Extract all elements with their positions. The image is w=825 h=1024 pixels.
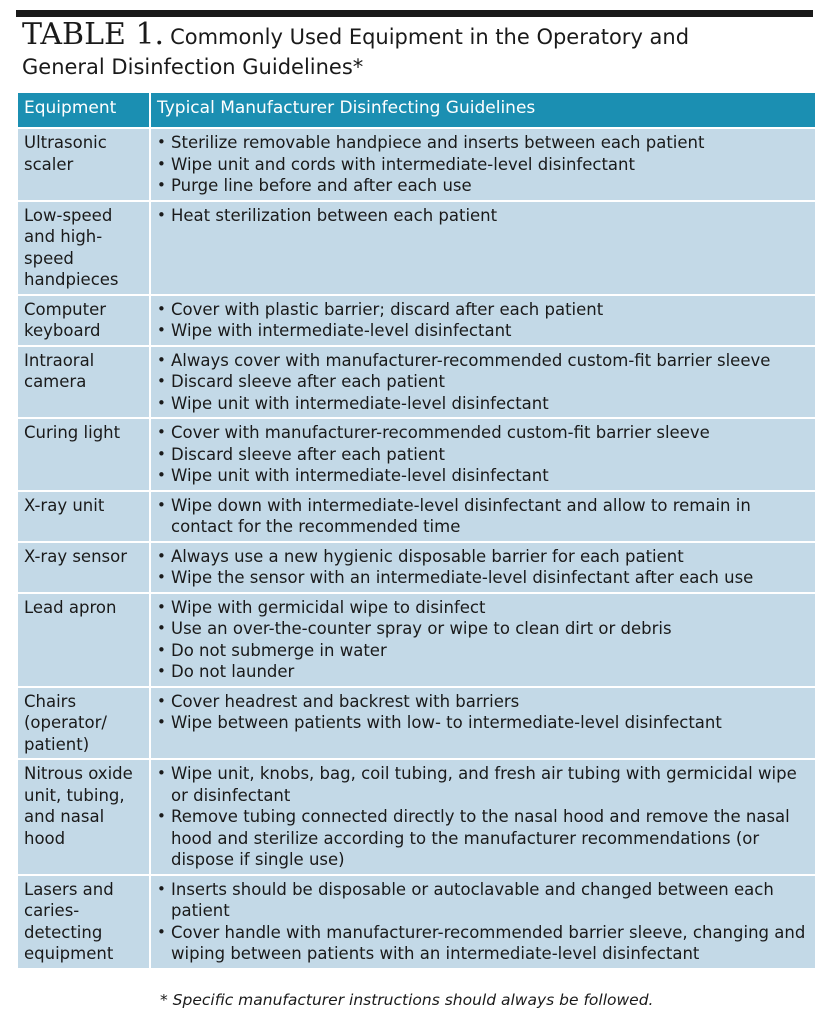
guidelines-cell xyxy=(150,418,816,491)
equipment-name-line: Curing light xyxy=(24,423,121,442)
guideline-text: Do not launder xyxy=(171,662,295,681)
guideline-text: Wipe unit with intermediate-level disinfectant xyxy=(171,466,549,485)
equipment-name-line: detecting xyxy=(24,922,103,942)
guideline-text: Discard sleeve after each patient xyxy=(171,444,445,464)
guideline-text: Wipe with germicidal wipe to disinfect xyxy=(171,597,486,617)
guidelines-cell xyxy=(150,346,816,419)
bullet-icon: • xyxy=(157,466,166,484)
table-row xyxy=(17,201,816,295)
guideline-item xyxy=(157,712,809,734)
guideline-item xyxy=(157,205,809,227)
bullet-icon: • xyxy=(157,133,166,151)
guideline-item xyxy=(157,465,809,487)
bullet-icon: • xyxy=(157,807,166,825)
guideline-item xyxy=(157,618,809,640)
guideline-item xyxy=(157,495,809,538)
bullet-icon: • xyxy=(157,423,166,441)
equipment-cell xyxy=(17,875,150,969)
table-title xyxy=(22,17,812,80)
bullet-icon: • xyxy=(157,154,166,173)
guideline-text: Do not submerge in water xyxy=(171,640,387,660)
title-line-2: General Disinfection Guidelines* xyxy=(22,55,364,79)
guidelines-cell xyxy=(150,295,816,346)
equipment-cell xyxy=(17,128,150,201)
table-row xyxy=(17,593,816,687)
guidelines-cell xyxy=(150,542,816,593)
equipment-name-line: Computer xyxy=(24,299,107,319)
equipment-name-line: scaler xyxy=(24,154,74,174)
equipment-name-line: unit, tubing, xyxy=(24,785,125,805)
guideline-item xyxy=(157,597,809,619)
guideline-text: Cover headrest and backrest with barriers xyxy=(171,691,520,711)
table-row xyxy=(17,687,816,760)
bullet-icon: • xyxy=(157,299,166,318)
table-row xyxy=(17,491,816,542)
equipment-cell xyxy=(17,687,150,760)
guideline-text: Always cover with manufacturer-recommended custom-fit barrier sleeve xyxy=(171,350,771,370)
equipment-name-line: and nasal xyxy=(24,807,105,826)
equipment-name-line: and high- xyxy=(24,227,103,246)
equipment-cell xyxy=(17,346,150,419)
bullet-icon: • xyxy=(157,597,166,616)
guideline-text: Discard sleeve after each patient xyxy=(171,372,445,391)
guideline-item xyxy=(157,444,809,466)
bullet-icon: • xyxy=(157,350,166,369)
guideline-item xyxy=(157,154,809,176)
bullet-icon: • xyxy=(157,568,166,586)
guideline-text: Inserts should be disposable or autoclavable and changed between each patient xyxy=(171,879,774,920)
guideline-item xyxy=(157,371,809,393)
table-body xyxy=(17,128,816,969)
guideline-text: Wipe unit, knobs, bag, coil tubing, and fresh air tubing with germicidal wipe or disinfectant xyxy=(171,764,797,805)
equipment-cell xyxy=(17,418,150,491)
equipment-cell xyxy=(17,759,150,875)
equipment-name-line: hood xyxy=(24,828,66,848)
guideline-text: Cover handle with manufacturer-recommended barrier sleeve, changing and wiping between patients with an intermediate-level disinfectant xyxy=(171,922,806,963)
guideline-item xyxy=(157,691,809,713)
equipment-name-line: patient) xyxy=(24,734,90,754)
equipment-cell xyxy=(17,201,150,295)
bullet-icon: • xyxy=(157,321,166,339)
equipment-cell xyxy=(17,295,150,346)
bullet-icon: • xyxy=(157,662,166,680)
equipment-name-line: caries- xyxy=(24,901,80,920)
equipment-name-line: X-ray unit xyxy=(24,495,105,515)
equipment-name-line: Nitrous oxide xyxy=(24,764,133,783)
guideline-item xyxy=(157,567,809,589)
guideline-item xyxy=(157,299,809,321)
equipment-name-line: Ultrasonic xyxy=(24,133,107,152)
guideline-text: Wipe down with intermediate-level disinfectant and allow to remain in contact for the recommended time xyxy=(171,495,751,536)
guideline-item xyxy=(157,640,809,662)
guidelines-cell xyxy=(150,593,816,687)
equipment-name-line: Lead apron xyxy=(24,597,117,617)
guidelines-cell xyxy=(150,759,816,875)
table-label: TABLE 1. xyxy=(22,17,165,52)
guideline-text: Wipe with intermediate-level disinfectant xyxy=(171,321,512,340)
guideline-item xyxy=(157,879,809,922)
bullet-icon: • xyxy=(157,640,166,659)
guideline-text: Cover with plastic barrier; discard after each patient xyxy=(171,299,604,319)
equipment-name-line: (operator/ xyxy=(24,713,107,732)
equipment-name-line: equipment xyxy=(24,944,114,963)
table-header-row xyxy=(17,92,816,128)
bullet-icon: • xyxy=(157,393,166,412)
table-row xyxy=(17,875,816,969)
equipment-name-line: Chairs xyxy=(24,691,77,711)
bullet-icon: • xyxy=(157,444,166,463)
bullet-icon: • xyxy=(157,546,166,565)
guidelines-cell xyxy=(150,687,816,760)
table-row xyxy=(17,346,816,419)
equipment-name-line: keyboard xyxy=(24,321,101,340)
equipment-name-line: Intraoral xyxy=(24,350,95,370)
equipment-cell xyxy=(17,542,150,593)
guidelines-cell xyxy=(150,128,816,201)
bullet-icon: • xyxy=(157,176,166,194)
guidelines-cell xyxy=(150,201,816,295)
guideline-item xyxy=(157,763,809,806)
guideline-text: Wipe the sensor with an intermediate-level disinfectant after each use xyxy=(171,568,754,587)
bullet-icon: • xyxy=(157,764,166,782)
guideline-text: Wipe unit with intermediate-level disinfectant xyxy=(171,393,549,413)
guideline-item xyxy=(157,320,809,342)
guideline-item xyxy=(157,922,809,965)
equipment-cell xyxy=(17,491,150,542)
table-row xyxy=(17,295,816,346)
guidelines-cell xyxy=(150,875,816,969)
bullet-icon: • xyxy=(157,205,166,224)
bullet-icon: • xyxy=(157,691,166,710)
top-rule xyxy=(16,10,813,17)
equipment-name-line: speed xyxy=(24,248,74,268)
equipment-name-line: camera xyxy=(24,372,87,391)
bullet-icon: • xyxy=(157,495,166,514)
table-row xyxy=(17,128,816,201)
guideline-item xyxy=(157,422,809,444)
guidelines-cell xyxy=(150,491,816,542)
guideline-text: Remove tubing connected directly to the nasal hood and remove the nasal hood and sterilize according to the manufacturer recommendations (or dispose if single use) xyxy=(171,807,790,869)
guideline-item xyxy=(157,393,809,415)
header-equipment: Equipment xyxy=(17,92,150,128)
table-row xyxy=(17,759,816,875)
bullet-icon: • xyxy=(157,922,166,941)
equipment-name-line: handpieces xyxy=(24,270,119,289)
equipment-table xyxy=(16,91,817,970)
bullet-icon: • xyxy=(157,879,166,898)
bullet-icon: • xyxy=(157,619,166,637)
guideline-text: Wipe between patients with low- to intermediate-level disinfectant xyxy=(171,713,722,732)
equipment-name-line: Low-speed xyxy=(24,205,113,225)
footnote: * Specific manufacturer instructions should always be followed. xyxy=(160,991,654,1009)
bullet-icon: • xyxy=(157,372,166,390)
equipment-name-line: X-ray sensor xyxy=(24,546,128,566)
table-row xyxy=(17,542,816,593)
guideline-item xyxy=(157,175,809,197)
guideline-item xyxy=(157,806,809,871)
title-text: Commonly Used Equipment in the Operatory and xyxy=(170,25,690,49)
equipment-cell xyxy=(17,593,150,687)
guideline-text: Purge line before and after each use xyxy=(171,176,472,195)
header-guidelines: Typical Manufacturer Disinfecting Guidelines xyxy=(150,92,816,128)
guideline-text: Wipe unit and cords with intermediate-level disinfectant xyxy=(171,154,635,174)
guideline-text: Heat sterilization between each patient xyxy=(171,205,498,225)
equipment-name-line: Lasers and xyxy=(24,879,114,899)
bullet-icon: • xyxy=(157,713,166,731)
guideline-item xyxy=(157,661,809,683)
guideline-text: Always use a new hygienic disposable barrier for each patient xyxy=(171,546,684,566)
guideline-text: Sterilize removable handpiece and inserts between each patient xyxy=(171,133,705,152)
guideline-item xyxy=(157,350,809,372)
guideline-item xyxy=(157,132,809,154)
guideline-text: Use an over-the-counter spray or wipe to clean dirt or debris xyxy=(171,619,672,638)
guideline-text: Cover with manufacturer-recommended custom-fit barrier sleeve xyxy=(171,423,710,442)
title-line-1 xyxy=(22,17,812,54)
table-row xyxy=(17,418,816,491)
guideline-item xyxy=(157,546,809,568)
